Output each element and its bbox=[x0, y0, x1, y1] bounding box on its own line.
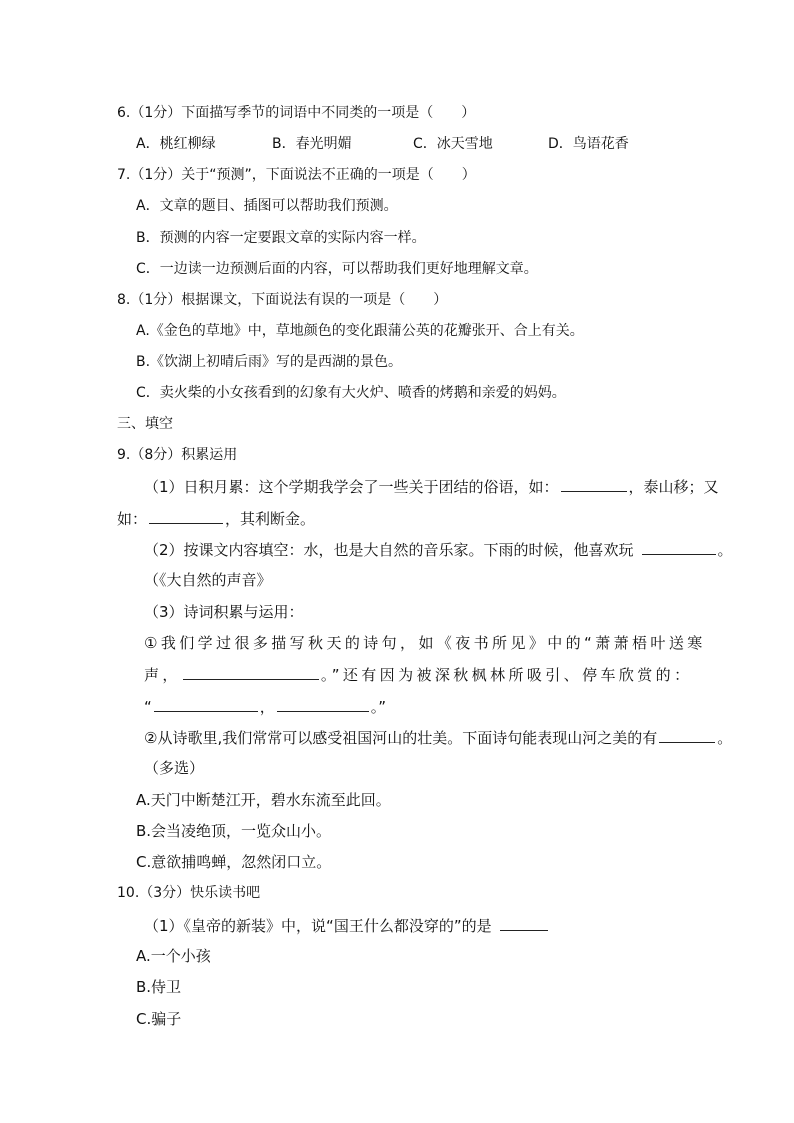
q9-part2-text: （2）按课文内容填空：水，也是大自然的音乐家。下雨的时候，他喜欢玩 bbox=[144, 541, 634, 559]
q9-part2-line2: （《大自然的声音》 bbox=[144, 571, 272, 589]
q9-quote-close: 。” bbox=[370, 698, 387, 716]
q9-part3-title: （3）诗词积累与运用： bbox=[144, 603, 304, 621]
q9-part3-item2-line2: （多选） bbox=[144, 759, 205, 777]
q9-comma: ， bbox=[259, 698, 275, 716]
q9-part2-end: 。 bbox=[717, 541, 733, 559]
q9-option-a: A.天门中断楚江开，碧水东流至此回。 bbox=[136, 791, 391, 809]
q10-option-a: A.一个小孩 bbox=[136, 947, 211, 965]
q9-part3-item2-line1 bbox=[144, 727, 732, 748]
q9-option-b: B.会当凌绝顶，一览众山小。 bbox=[136, 822, 332, 840]
q10-option-b: B.侍卫 bbox=[136, 978, 182, 996]
q9-option-c: C.意欲捕鸣蝉，忽然闭口立。 bbox=[136, 853, 332, 871]
q7-option-a: A．文章的题目、插图可以帮助我们预测。 bbox=[136, 198, 398, 214]
q9-part1-end: ，其利断金。 bbox=[225, 510, 316, 528]
q8-option-a: A.《金色的草地》中，草地颜色的变化跟蒲公英的花瓣张开、合上有关。 bbox=[136, 323, 584, 339]
q6-option-a: A．桃红柳绿 bbox=[136, 136, 216, 152]
q10-option-c: C.骗子 bbox=[136, 1010, 182, 1028]
q8-option-c: C．卖火柴的小女孩看到的幻象有大火炉、喷香的烤鹅和亲爱的妈妈。 bbox=[136, 385, 566, 401]
q9-part1-line1 bbox=[144, 476, 719, 497]
q10-part1 bbox=[144, 915, 550, 936]
q9-blank-4[interactable] bbox=[183, 664, 319, 680]
q9-part3-item2-text: ②从诗歌里,我们常常可以感受祖国河山的壮美。下面诗句能表现山河之美的有 bbox=[144, 729, 658, 747]
q9-part3-sheng: 声， bbox=[144, 666, 181, 684]
q10-part1-text: （1）《皇帝的新装》中，说“国王什么都没穿的”的是 bbox=[144, 917, 492, 935]
q7-option-b: B．预测的内容一定要跟文章的实际内容一样。 bbox=[136, 230, 426, 246]
q8-option-b: B.《饮湖上初晴后雨》写的是西湖的景色。 bbox=[136, 354, 403, 370]
q10-stem: 10.（3分）快乐读书吧 bbox=[117, 885, 261, 901]
q9-stem: 9.（8分）积累运用 bbox=[117, 447, 238, 463]
q9-part3-item1-line2 bbox=[144, 664, 693, 685]
q6-option-d: D．鸟语花香 bbox=[548, 136, 629, 152]
q9-part3-item1-line1: ①我们学过很多描写秋天的诗句，如《夜书所见》中的“萧萧梧叶送寒 bbox=[144, 634, 706, 652]
q9-blank-1[interactable] bbox=[561, 476, 627, 492]
q9-blank-7[interactable] bbox=[659, 727, 715, 743]
q7-option-c: C．一边读一边预测后面的内容，可以帮助我们更好地理解文章。 bbox=[136, 261, 538, 277]
q9-blank-5[interactable] bbox=[154, 696, 258, 712]
q6-stem: 6.（1分）下面描写季节的词语中不同类的一项是（ ） bbox=[117, 105, 476, 121]
q9-blank-6[interactable] bbox=[277, 696, 369, 712]
q9-part3-item1-line3 bbox=[144, 696, 386, 717]
q9-part2-line1 bbox=[144, 539, 733, 560]
q9-part1-text-b: ，泰山移；又 bbox=[628, 478, 719, 496]
q6-option-b: B．春光明媚 bbox=[272, 136, 352, 152]
q9-part3-tail: 。”还有因为被深秋枫林所吸引、停车欣赏的： bbox=[320, 666, 693, 684]
q9-part1-line2 bbox=[117, 508, 315, 529]
section-title: 三、填空 bbox=[117, 416, 173, 432]
q10-blank-1[interactable] bbox=[500, 915, 548, 931]
q9-part1-text: （1）日积月累：这个学期我学会了一些关于团结的俗语，如： bbox=[144, 478, 559, 496]
q6-option-c: C．冰天雪地 bbox=[413, 136, 493, 152]
q9-quote-open: “ bbox=[144, 698, 152, 716]
q9-part1-ru: 如： bbox=[117, 510, 148, 528]
q9-part3-item2-end: 。 bbox=[717, 729, 733, 747]
q9-blank-2[interactable] bbox=[149, 508, 223, 524]
q7-stem: 7.（1分）关于“预测”，下面说法不正确的一项是（ ） bbox=[117, 167, 476, 183]
q9-blank-3[interactable] bbox=[642, 539, 716, 555]
q8-stem: 8.（1分）根据课文，下面说法有误的一项是（ ） bbox=[117, 292, 448, 308]
q6-options bbox=[136, 134, 629, 154]
